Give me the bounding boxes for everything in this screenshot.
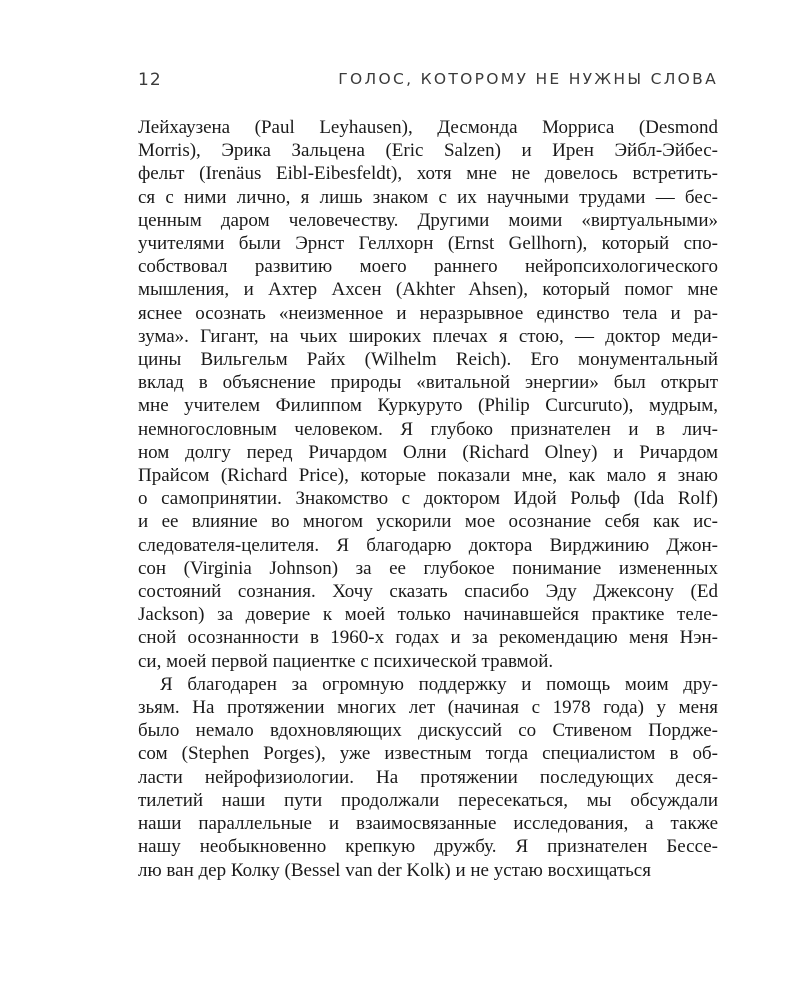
text-line: Morris), Эрика Зальцена (Eric Salzen) и Ирен Эйбл-Эйбес- [138,140,718,162]
text-line: лю ван дер Колку (Bessel van der Kolk) и не устаю восхищаться [138,859,651,881]
text-line: собствовал развитию моего раннего нейропсихологического [138,256,718,278]
body-text [138,116,718,882]
text-line: сной осознанности в 1960-х годах и за рекомендацию меня Нэн- [138,627,718,649]
running-head [138,70,718,96]
text-line: яснее осознать «неизменное и неразрывное единство тела и ра- [138,302,718,324]
text-line: состояний сознания. Хочу сказать спасибо Эду Джексону (Ed [138,581,718,603]
text-line: учителями были Эрнст Геллхорн (Ernst Gellhorn), который спо- [138,233,718,255]
text-line: цины Вильгельм Райх (Wilhelm Reich). Его монументальный [138,349,718,371]
book-title: ГОЛОС, КОТОРОМУ НЕ НУЖНЫ СЛОВА [338,70,718,88]
text-line: ценным даром человечеству. Другими моими «виртуальными» [138,209,718,231]
text-line: мне учителем Филиппом Куркуруто (Philip Curcuruto), мудрым, [138,395,718,417]
text-line: и ее влияние во многом ускорили мое осознание себя как ис- [138,511,718,533]
text-line: ном долгу перед Ричардом Олни (Richard Olney) и Ричардом [138,441,718,463]
text-line: Jackson) за доверие к моей только начинавшейся практике теле- [138,604,718,626]
text-line: зьям. На протяжении многих лет (начиная с 1978 года) у меня [138,697,718,719]
text-line: зума». Гигант, на чьих широких плечах я стою, — доктор меди- [138,325,718,347]
text-line: сон (Virginia Johnson) за ее глубокое понимание измененных [138,557,718,579]
page-number: 12 [138,70,162,90]
text-line: Лейхаузена (Paul Leyhausen), Десмонда Морриса (Desmond [138,117,718,138]
text-line: ся с ними лично, я лишь знаком с их научными трудами — бес- [138,186,718,208]
text-line: тилетий наши пути продолжали пересекаться, мы обсуждали [138,789,718,811]
text-line: мышления, и Ахтер Ахсен (Akhter Ahsen), который помог мне [138,279,718,301]
text-line: нашу необыкновенно крепкую дружбу. Я признателен Бессе- [138,836,718,858]
text-line: Я благодарен за огромную поддержку и помощь моим дру- [160,673,718,695]
text-line: следователя-целителя. Я благодарю доктора Вирджинию Джон- [138,534,718,556]
text-line: фельт (Irenäus Eibl-Eibesfeldt), хотя мне не довелось встретить- [138,163,718,185]
text-line: было немало вдохновляющих дискуссий со Стивеном Пордже- [138,720,718,742]
text-line: немногословным человеком. Я глубоко признателен и в лич- [138,418,718,440]
text-line: вклад в объяснение природы «витальной энергии» был открыт [138,372,718,394]
text-line: сом (Stephen Porges), уже известным тогда специалистом в об- [138,743,718,765]
paragraph-1 [138,116,718,673]
paragraph-2 [138,673,718,882]
text-line: си, моей первой пациентке с психической травмой. [138,650,554,672]
text-line: наши параллельные и взаимосвязанные исследования, а также [138,813,718,835]
text-line: о самопринятии. Знакомство с доктором Идой Рольф (Ida Rolf) [138,488,718,510]
text-line: Прайсом (Richard Price), которые показали мне, как мало я знаю [138,465,718,487]
text-line: ласти нейрофизиологии. На протяжении последующих деся- [138,766,718,788]
